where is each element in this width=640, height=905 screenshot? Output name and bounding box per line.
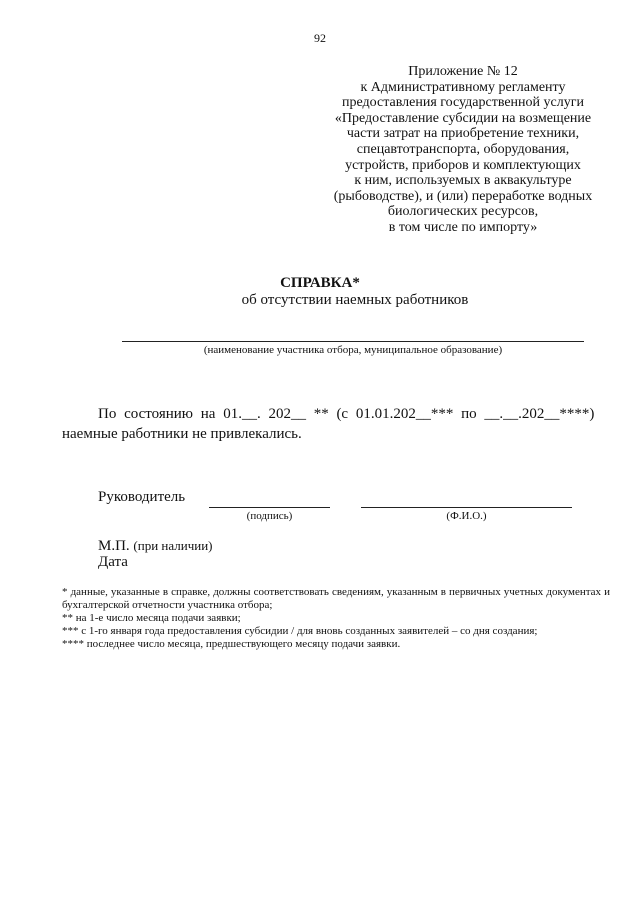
page-number: 92 xyxy=(314,31,326,45)
date-label: Дата xyxy=(98,554,128,570)
signature-line xyxy=(209,507,330,508)
document-title: СПРАВКА* xyxy=(280,275,360,291)
footnote: ** на 1-е число месяца подачи заявки; xyxy=(62,612,241,624)
appendix-line: в том числе по импорту» xyxy=(388,219,538,235)
appendix-line: к ним, используемых в аквакультуре xyxy=(354,173,572,189)
appendix-line: предоставления государственной услуги xyxy=(342,95,584,111)
footnote: *** с 1-го января года предоставления субсидии / для вновь созданных заявителей – со дня создания; xyxy=(62,625,538,637)
footnote: * данные, указанные в справке, должны соответствовать сведениям, указанным в первичных учетных документах и бухгалтерской отчетности участника отбора; xyxy=(62,586,610,611)
status-line-result: наемные работники не привлекались. xyxy=(62,426,302,442)
document-subtitle: об отсутствии наемных работников xyxy=(241,292,469,308)
status-line-dates: По состоянию на 01.__. 202__ ** (с 01.01.202__*** по __.__.202__****) xyxy=(98,406,595,422)
signature-caption: (подпись) xyxy=(246,510,293,522)
appendix-line: (рыбоводстве), и (или) переработке водных xyxy=(333,188,593,204)
stamp-place xyxy=(98,538,212,555)
appendix-line: спецавтотранспорта, оборудования, xyxy=(356,141,570,157)
appendix-header xyxy=(308,64,618,236)
status-statement xyxy=(62,404,610,444)
footnotes xyxy=(62,586,610,651)
full-name-line xyxy=(361,507,572,508)
participant-name-line xyxy=(122,341,584,342)
participant-caption: (наименование участника отбора, муниципальное образование) xyxy=(203,344,503,356)
appendix-line: части затрат на приобретение техники, xyxy=(346,126,580,142)
head-label: Руководитель xyxy=(98,489,186,505)
footnote: **** последнее число месяца, предшествующего месяцу подачи заявки. xyxy=(62,638,401,650)
appendix-line: «Предоставление субсидии на возмещение xyxy=(334,110,592,126)
appendix-line: Приложение № 12 xyxy=(408,64,518,79)
appendix-line: устройств, приборов и комплектующих xyxy=(345,157,581,173)
full-name-caption: (Ф.И.О.) xyxy=(446,510,487,522)
appendix-line: биологических ресурсов, xyxy=(387,204,539,220)
stamp-label: М.П. xyxy=(98,538,130,554)
appendix-line: к Административному регламенту xyxy=(360,79,566,95)
stamp-note: (при наличии) xyxy=(133,538,213,553)
